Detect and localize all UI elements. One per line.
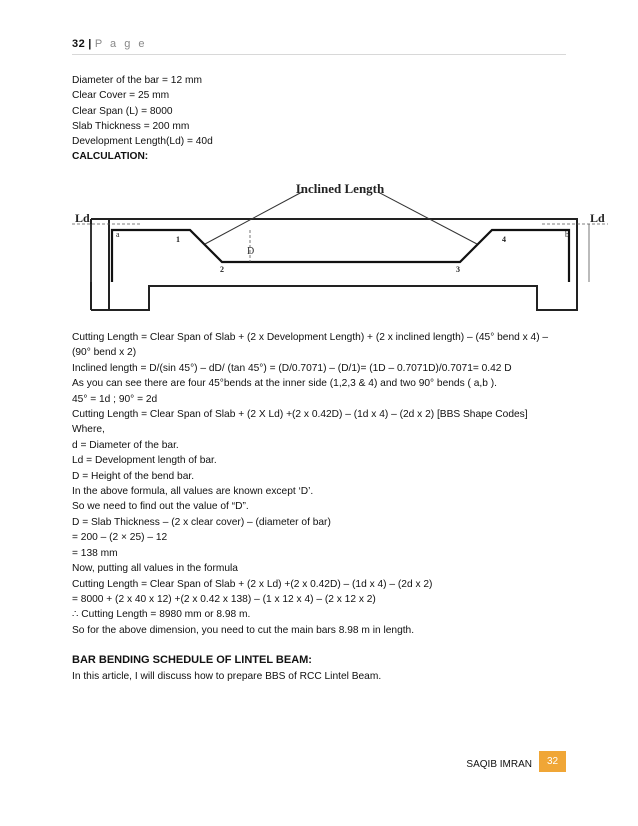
body-line: Now, putting all values in the formula bbox=[72, 563, 238, 575]
body-line: = 8000 + (2 x 40 x 12) +(2 x 0.42 x 138) – (1 x 12 x 4) – (2 x 12 x 2) bbox=[72, 593, 376, 605]
bent-bar bbox=[112, 230, 569, 282]
footer-author: SAQIB IMRAN bbox=[466, 759, 532, 770]
body-line: = 138 mm bbox=[72, 547, 118, 559]
section-heading: BAR BENDING SCHEDULE OF LINTEL BEAM: bbox=[72, 654, 312, 666]
point-1-label: 1 bbox=[176, 235, 180, 244]
body-line: Cutting Length = Clear Span of Slab + (2 x Development Length) + (2 x inclined length) – (45° bend x 4) – bbox=[72, 332, 549, 343]
parameter-line: Development Length(Ld) = 40d bbox=[72, 136, 213, 148]
body-line: Where, bbox=[72, 424, 105, 436]
header-separator: | bbox=[88, 38, 92, 50]
body-line: Ld = Development length of bar. bbox=[72, 455, 217, 467]
body-line: Cutting Length = Clear Span of Slab + (2 x Ld) +(2 x 0.42D) – (1d x 4) – (2d x 2) bbox=[72, 578, 433, 590]
point-4-label: 4 bbox=[502, 235, 506, 244]
body-line: Inclined length = D/(sin 45°) – dD/ (tan 45°) = (D/0.7071) – (D/1)= (1D – 0.7071D)/0.7071= 0.42 D bbox=[72, 362, 512, 374]
body-line: = 200 – (2 × 25) – 12 bbox=[72, 532, 168, 544]
parameter-line: Diameter of the bar = 12 mm bbox=[72, 75, 202, 86]
ld-left-label: Ld bbox=[75, 211, 90, 225]
parameter-line: Clear Cover = 25 mm bbox=[72, 90, 170, 102]
body-line: Cutting Length = Clear Span of Slab + (2 X Ld) +(2 x 0.42D) – (1d x 4) – (2d x 2) [BBS Shape Codes] bbox=[72, 409, 528, 421]
d-label: D bbox=[247, 246, 255, 257]
body-line: So we need to find out the value of “D”. bbox=[72, 501, 249, 513]
body-line: In the above formula, all values are known except ‘D’. bbox=[72, 486, 314, 498]
parameter-line: Slab Thickness = 200 mm bbox=[72, 120, 190, 132]
calculation-body bbox=[72, 330, 566, 638]
calculation-heading: CALCULATION: bbox=[72, 151, 149, 163]
header-page-number: 32 bbox=[72, 38, 86, 50]
header-page-word: P a g e bbox=[94, 38, 147, 50]
page-header bbox=[72, 38, 566, 50]
section-text: In this article, I will discuss how to prepare BBS of RCC Lintel Beam. bbox=[72, 671, 382, 682]
bent-bar-diagram bbox=[72, 178, 608, 318]
parameter-list bbox=[72, 73, 213, 165]
body-line: (90° bend x 2) bbox=[72, 347, 137, 359]
body-line: So for the above dimension, you need to cut the main bars 8.98 m in length. bbox=[72, 624, 415, 636]
body-line: d = Diameter of the bar. bbox=[72, 439, 179, 451]
point-3-label: 3 bbox=[456, 265, 460, 274]
body-line: D = Height of the bend bar. bbox=[72, 470, 195, 482]
header-rule bbox=[72, 54, 566, 55]
body-line: D = Slab Thickness – (2 x clear cover) – (diameter of bar) bbox=[72, 516, 331, 528]
body-line: 45° = 1d ; 90° = 2d bbox=[72, 393, 158, 405]
slab-outline bbox=[91, 219, 577, 310]
parameter-line: Clear Span (L) = 8000 bbox=[72, 105, 173, 117]
bend-label-b: b bbox=[565, 230, 569, 239]
ld-right-label: Ld bbox=[590, 211, 605, 225]
footer-page-badge: 32 bbox=[539, 751, 566, 772]
body-line: ∴ Cutting Length = 8980 mm or 8.98 m. bbox=[72, 609, 251, 621]
bend-label-a: a bbox=[116, 230, 120, 239]
body-line: As you can see there are four 45°bends at the inner side (1,2,3 & 4) and two 90° bends ( a,b ). bbox=[72, 378, 497, 390]
point-2-label: 2 bbox=[220, 265, 224, 274]
diagram-title: Inclined Length bbox=[295, 181, 385, 196]
